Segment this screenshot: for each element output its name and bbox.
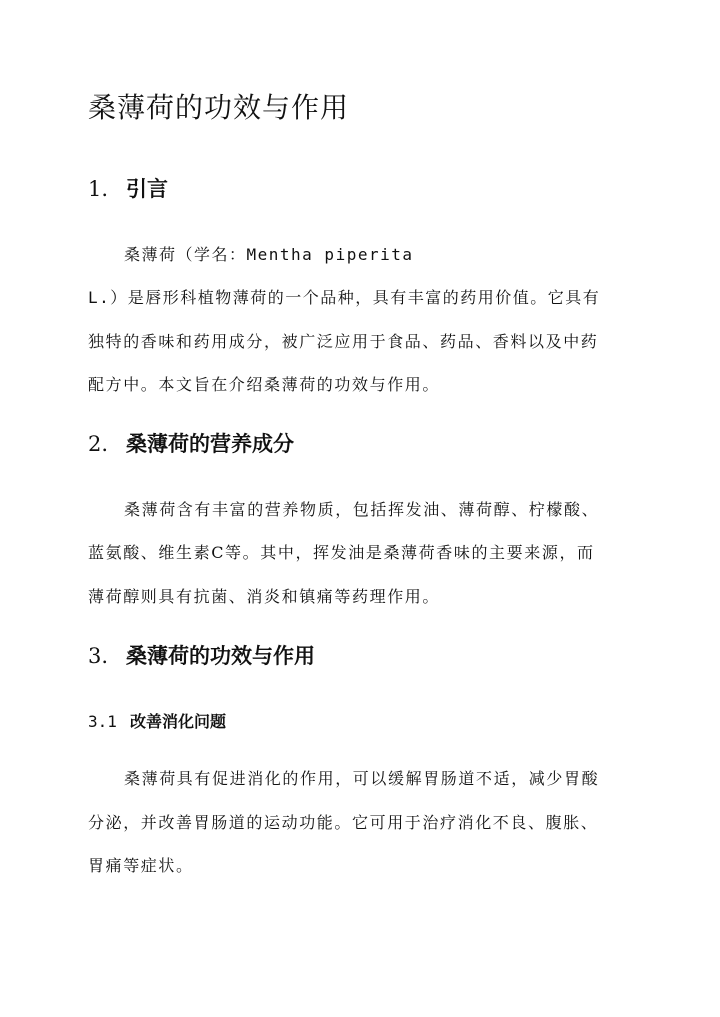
section-1-number: 1.	[88, 177, 109, 201]
section-2-line-1: 桑薄荷含有丰富的营养物质，包括挥发油、薄荷醇、柠檬酸、	[124, 500, 600, 519]
section-1-line-1: 桑薄荷（学名：Mentha piperita	[124, 245, 414, 264]
subsection-3-1-line-1: 桑薄荷具有促进消化的作用，可以缓解胃肠道不适，减少胃酸	[124, 769, 600, 788]
section-1-title: 引言	[126, 176, 168, 201]
section-2-number: 2.	[88, 432, 109, 456]
subsection-3-1-heading	[88, 710, 226, 734]
subsection-3-1-line-2: 分泌，并改善胃肠道的运动功能。它可用于治疗消化不良、腹胀、	[88, 813, 599, 832]
section-1-line-3: 独特的香味和药用成分，被广泛应用于食品、药品、香料以及中药	[88, 332, 599, 351]
section-2-line-3: 薄荷醇则具有抗菌、消炎和镇痛等药理作用。	[88, 587, 441, 606]
section-2-heading	[88, 429, 294, 459]
section-1-line-4: 配方中。本文旨在介绍桑薄荷的功效与作用。	[88, 375, 441, 394]
section-1-line-2: L.）是唇形科植物薄荷的一个品种，具有丰富的药用价值。它具有	[88, 288, 601, 307]
document-title: 桑薄荷的功效与作用	[88, 91, 350, 124]
section-2-line-2: 蓝氨酸、维生素C等。其中，挥发油是桑薄荷香味的主要来源，而	[88, 543, 595, 562]
subsection-3-1-title: 改善消化问题	[130, 712, 227, 731]
section-1-heading	[88, 174, 168, 204]
subsection-3-1-line-3: 胃痛等症状。	[88, 856, 194, 875]
section-2-title: 桑薄荷的营养成分	[126, 431, 294, 456]
section-3-title: 桑薄荷的功效与作用	[126, 643, 315, 668]
section-3-number: 3.	[88, 644, 109, 668]
section-3-heading	[88, 641, 315, 671]
subsection-3-1-number: 3.1	[88, 712, 117, 731]
